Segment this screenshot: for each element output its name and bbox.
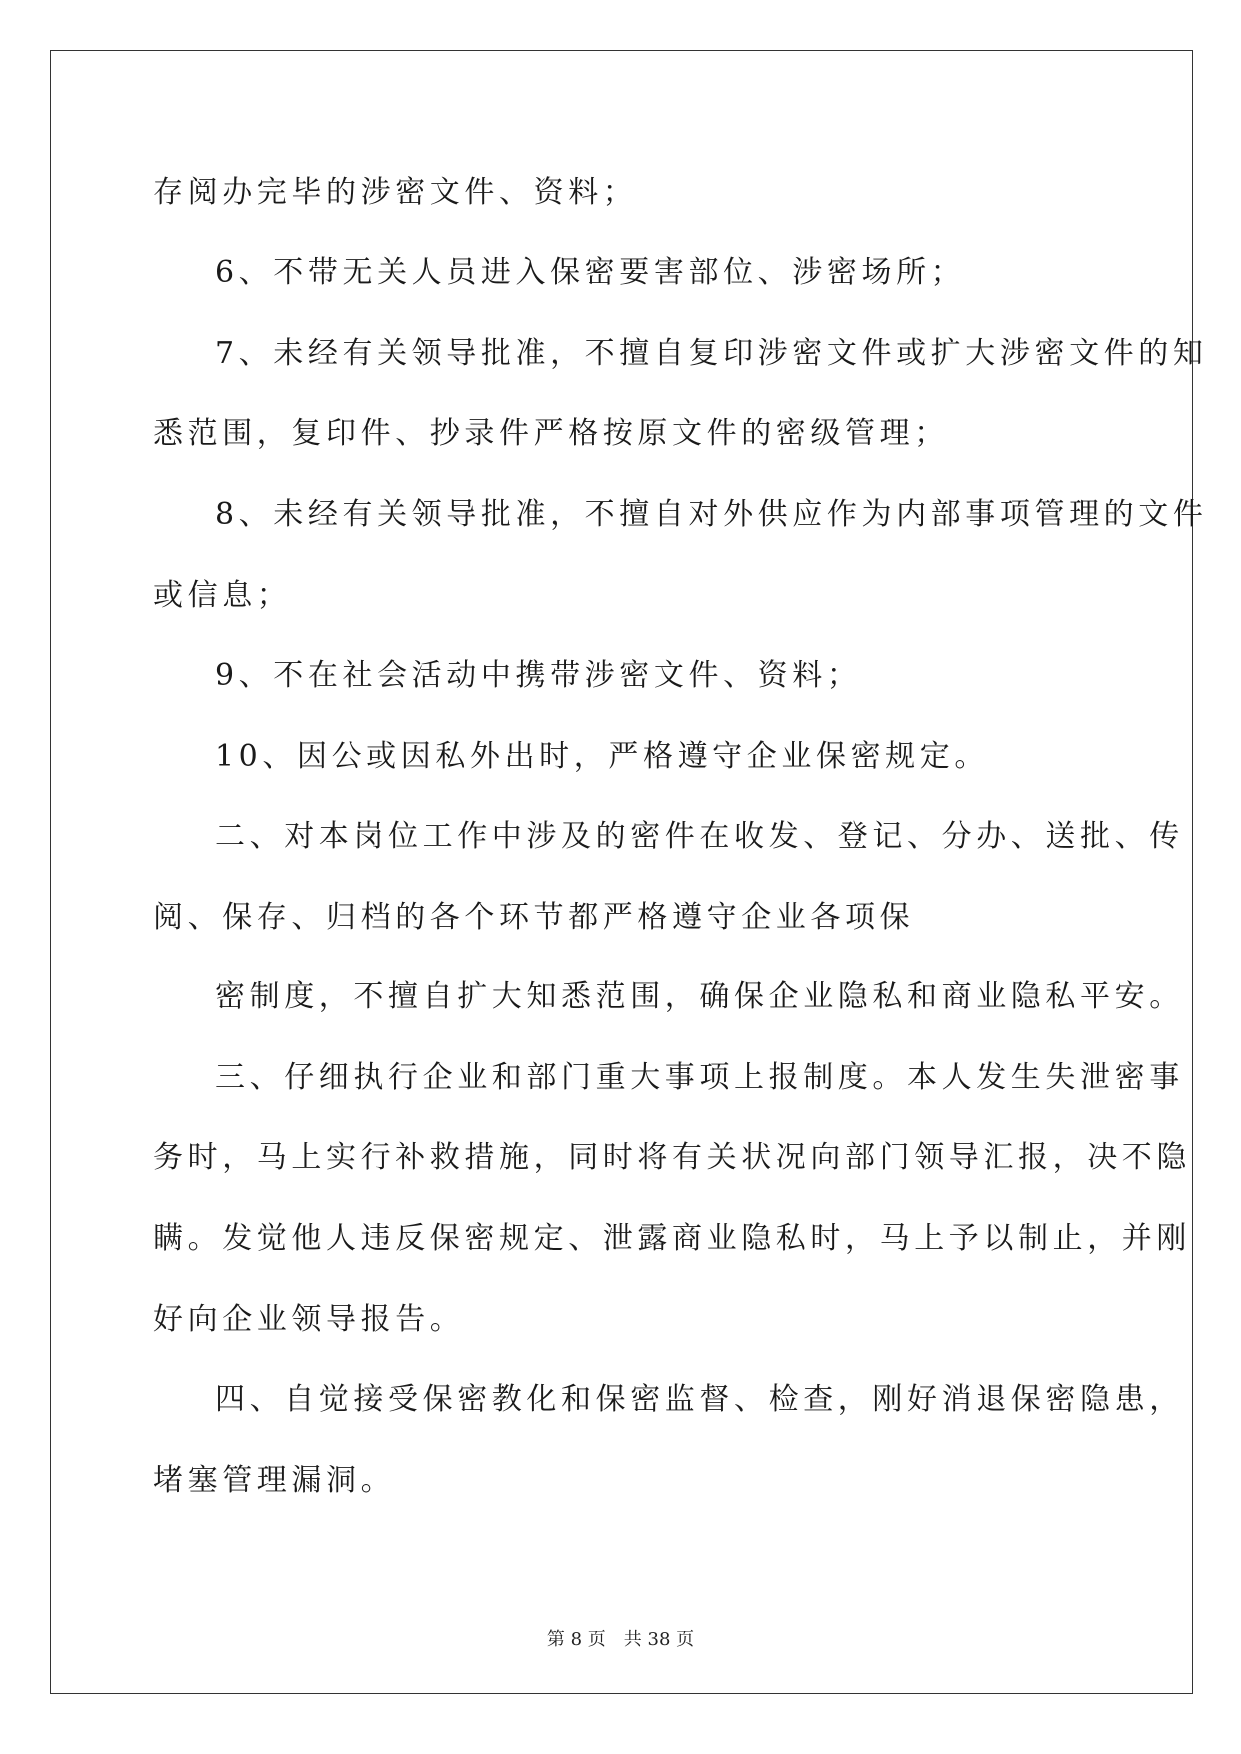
body-line-11: 密制度，不擅自扩大知悉范围，确保企业隐私和商业隐私平安。 [215, 979, 1184, 1014]
body-line-7: 9、不在社会活动中携带涉密文件、资料； [215, 658, 862, 693]
body-line-2: 6、不带无关人员进入保密要害部位、涉密场所； [215, 255, 966, 290]
body-line-13: 务时，马上实行补救措施，同时将有关状况向部门领导汇报，决不隐 [153, 1140, 1191, 1175]
body-line-12: 三、仔细执行企业和部门重大事项上报制度。本人发生失泄密事 [215, 1060, 1184, 1095]
body-line-15: 好向企业领导报告。 [153, 1302, 465, 1337]
body-line-9: 二、对本岗位工作中涉及的密件在收发、登记、分办、送批、传 [215, 819, 1184, 854]
body-line-5: 8、未经有关领导批准，不擅自对外供应作为内部事项管理的文件 [215, 497, 1208, 532]
body-line-14: 瞒。发觉他人违反保密规定、泄露商业隐私时，马上予以制止，并刚 [153, 1221, 1191, 1256]
body-line-17: 堵塞管理漏洞。 [153, 1463, 396, 1498]
body-line-16: 四、自觉接受保密教化和保密监督、检查，刚好消退保密隐患， [215, 1382, 1184, 1417]
body-line-8: 10、因公或因私外出时，严格遵守企业保密规定。 [215, 739, 989, 774]
page-border [50, 50, 1193, 1694]
body-line-3: 7、未经有关领导批准，不擅自复印涉密文件或扩大涉密文件的知 [215, 336, 1208, 371]
body-line-1: 存阅办完毕的涉密文件、资料； [153, 175, 638, 210]
page-footer: 第 8 页 共 38 页 [546, 1629, 695, 1650]
body-line-6: 或信息； [153, 578, 292, 613]
body-line-10: 阅、保存、归档的各个环节都严格遵守企业各项保 [153, 900, 915, 935]
body-line-4: 悉范围，复印件、抄录件严格按原文件的密级管理； [153, 416, 949, 451]
